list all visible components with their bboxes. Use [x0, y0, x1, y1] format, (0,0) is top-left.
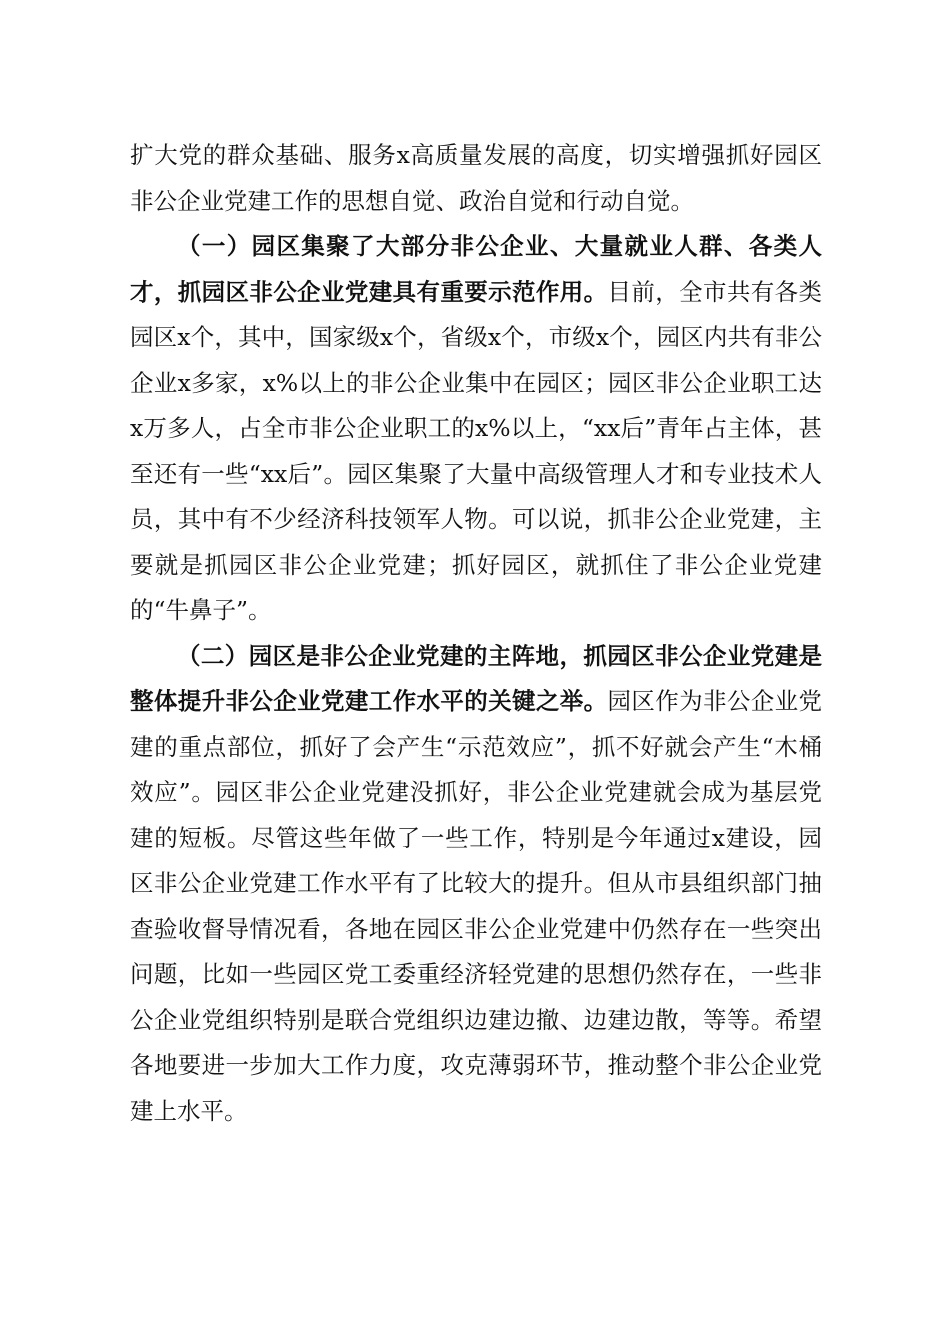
paragraph-body: 目前，全市共有各类园区x个，其中，国家级x个，省级x个，市级x个，园区内共有非公企业x多家，x%以上的非公企业集中在园区；园区非公企业职工达x万多人，占全市非公企业职工的x%以上，“xx后”青年占主体，甚至还有一些“xx后”。园区集聚了大量中高级管理人才和专业技术人员，其中有不少经济科技领军人物。可以说，抓非公企业党建，主要就是抓园区非公企业党建；抓好园区，就抓住了非公企业党建的“牛鼻子”。	[130, 277, 822, 624]
paragraph-section-one	[130, 224, 822, 634]
section-two-heading: （二）园区是非公企业党建的主阵地，抓园区非公企业党建是整体提升非公企业党建工作水平的关键之举。	[130, 641, 822, 715]
paragraph-body: 园区作为非公企业党建的重点部位，抓好了会产生“示范效应”，抓不好就会产生“木桶效应”。园区非公企业党建没抓好，非公企业党建就会成为基层党建的短板。尽管这些年做了一些工作，特别是今年通过x建设，园区非公企业党建工作水平有了比较大的提升。但从市县组织部门抽查验收督导情况看，各地在园区非公企业党建中仍然存在一些突出问题，比如一些园区党工委重经济轻党建的思想仍然存在，一些非公企业党组织特别是联合党组织边建边撤、边建边散，等等。希望各地要进一步加大工作力度，攻克薄弱环节，推动整个非公企业党建上水平。	[130, 687, 822, 1125]
paragraph-body: 扩大党的群众基础、服务x高质量发展的高度，切实增强抓好园区非公企业党建工作的思想自觉、政治自觉和行动自觉。	[130, 141, 822, 215]
section-one-heading: （一）园区集聚了大部分非公企业、大量就业人群、各类人才，抓园区非公企业党建具有重要示范作用。	[130, 232, 822, 306]
paragraph-section-two	[130, 634, 822, 1135]
body-text	[130, 133, 822, 1134]
paragraph-continuation	[130, 133, 822, 224]
